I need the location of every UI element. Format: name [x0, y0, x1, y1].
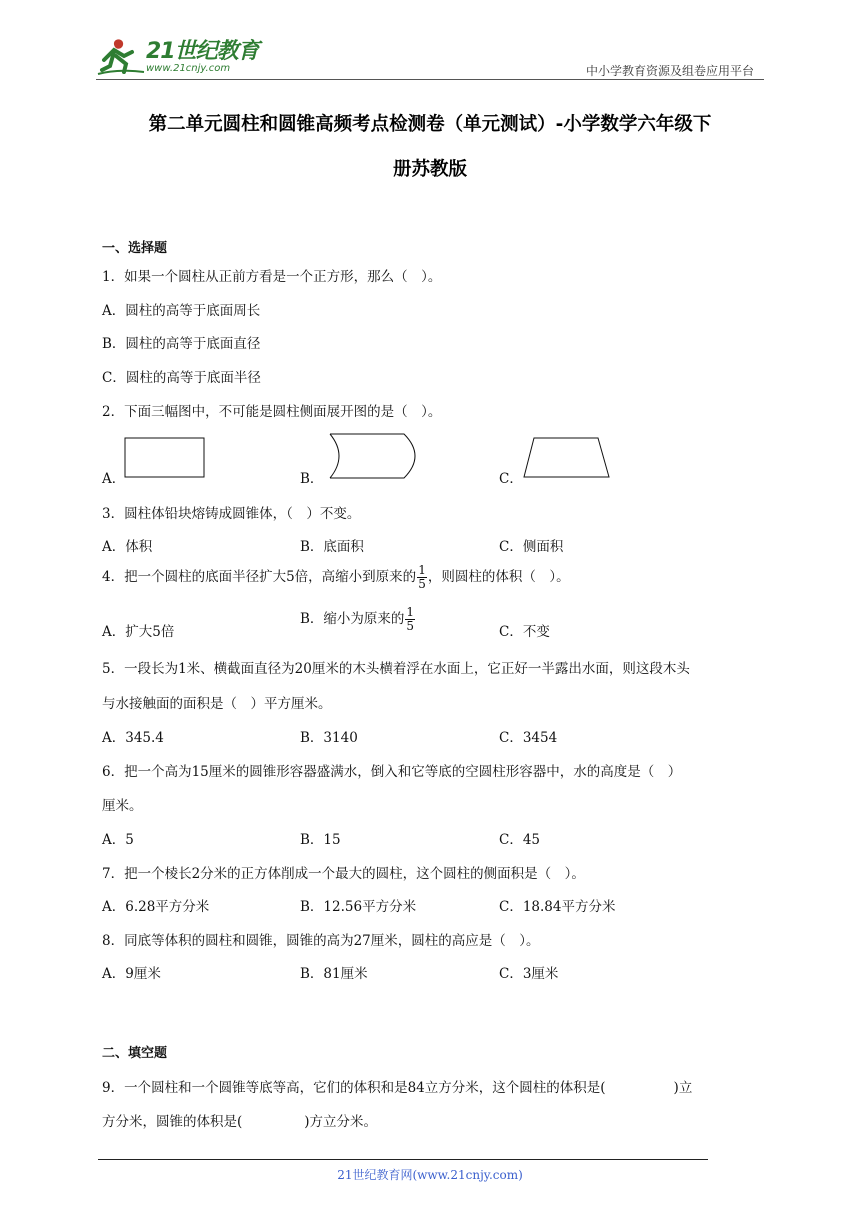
section-heading-choice: 一、选择题 [102, 241, 168, 256]
q7-option-b: B．12.56平方分米 [300, 899, 417, 915]
q6-option-c: C．45 [499, 832, 541, 848]
q5-stem-line2: 与水接触面的面积是（ ）平方厘米。 [102, 696, 332, 712]
q9-stem-line2: 方分米，圆锥的体积是( )方立分米。 [102, 1114, 378, 1130]
q1-option-a: A．圆柱的高等于底面周长 [102, 303, 261, 319]
q5-stem-line1: 5．一段长为1米、横截面直径为20厘米的木头横着浮在水面上，它正好一半露出水面，则这段木头 [102, 661, 690, 677]
q2-option-b: B． [300, 471, 324, 487]
q4-option-a: A．扩大5倍 [102, 624, 175, 640]
trapezoid-figure-icon [522, 436, 612, 480]
q7-stem: 7．把一个棱长2分米的正方体削成一个最大的圆柱，这个圆柱的侧面积是（ ）。 [102, 866, 585, 882]
q4-stem-post: ，则圆柱的体积（ ）。 [427, 569, 570, 585]
logo-subtext: www.21cnjy.com [146, 63, 231, 74]
page-title-line1: 第二单元圆柱和圆锥高频考点检测卷（单元测试）-小学数学六年级下 [148, 114, 712, 135]
q8-option-a: A．9厘米 [102, 966, 161, 982]
q1-option-c: C．圆柱的高等于底面半径 [102, 370, 261, 386]
q2-option-a: A． [102, 471, 126, 487]
q3-stem: 3．圆柱体铅块熔铸成圆锥体，（ ）不变。 [102, 506, 361, 522]
q8-stem: 8．同底等体积的圆柱和圆锥，圆锥的高为27厘米，圆柱的高应是（ ）。 [102, 933, 540, 949]
q7-option-a: A．6.28平方分米 [102, 899, 210, 915]
q2-option-c: C． [499, 471, 523, 487]
header-platform-text: 中小学教育资源及组卷应用平台 [585, 64, 754, 78]
q1-option-b: B．圆柱的高等于底面直径 [102, 336, 261, 352]
q6-option-a: A．5 [102, 832, 134, 848]
q5-option-a: A．345.4 [102, 730, 164, 746]
header-divider [96, 79, 764, 80]
q8-option-b: B．81厘米 [300, 966, 368, 982]
q9-stem-line1: 9．一个圆柱和一个圆锥等底等高，它们的体积和是84立方分米，这个圆柱的体积是( )立 [102, 1080, 693, 1096]
q5-option-c: C．3454 [499, 730, 558, 746]
rectangle-figure-icon [124, 437, 206, 479]
q4-option-b: B．缩小为原来的 $\frac{1}{5}$ [300, 605, 415, 633]
footer-divider [98, 1159, 708, 1160]
q5-option-b: B．3140 [300, 730, 358, 746]
q6-option-b: B．15 [300, 832, 341, 848]
section-heading-fill: 二、填空题 [102, 1046, 168, 1061]
logo-text: 21世纪教育 [146, 39, 259, 64]
q3-option-c: C．侧面积 [499, 539, 564, 555]
q1-stem: 1．如果一个圆柱从正前方看是一个正方形，那么（ ）。 [102, 269, 442, 285]
q4-option-c: C．不变 [499, 624, 550, 640]
q3-option-b: B．底面积 [300, 539, 364, 555]
page-title-line2: 册苏教版 [392, 159, 467, 180]
fraction-one-fifth: $\frac{1}{5}$ [418, 563, 426, 591]
q3-option-a: A．体积 [102, 539, 153, 555]
q6-stem-line2: 厘米。 [102, 798, 143, 814]
q6-stem-line1: 6．把一个高为15厘米的圆锥形容器盛满水，倒入和它等底的空圆柱形容器中，水的高度是（ ） [102, 764, 682, 780]
q4-stem [102, 564, 570, 591]
footer-link[interactable]: 21世纪教育网(www.21cnjy.com) [337, 1168, 523, 1182]
q2-stem: 2．下面三幅图中，不可能是圆柱侧面展开图的是（ ）。 [102, 404, 442, 420]
curved-sides-figure-icon [326, 432, 428, 480]
fraction-one-fifth: $\frac{1}{5}$ [406, 605, 415, 633]
q7-option-c: C．18.84平方分米 [499, 899, 616, 915]
q8-option-c: C．3厘米 [499, 966, 559, 982]
q4-stem-pre: 4．把一个圆柱的底面半径扩大5倍，高缩小到原来的 [102, 569, 417, 585]
